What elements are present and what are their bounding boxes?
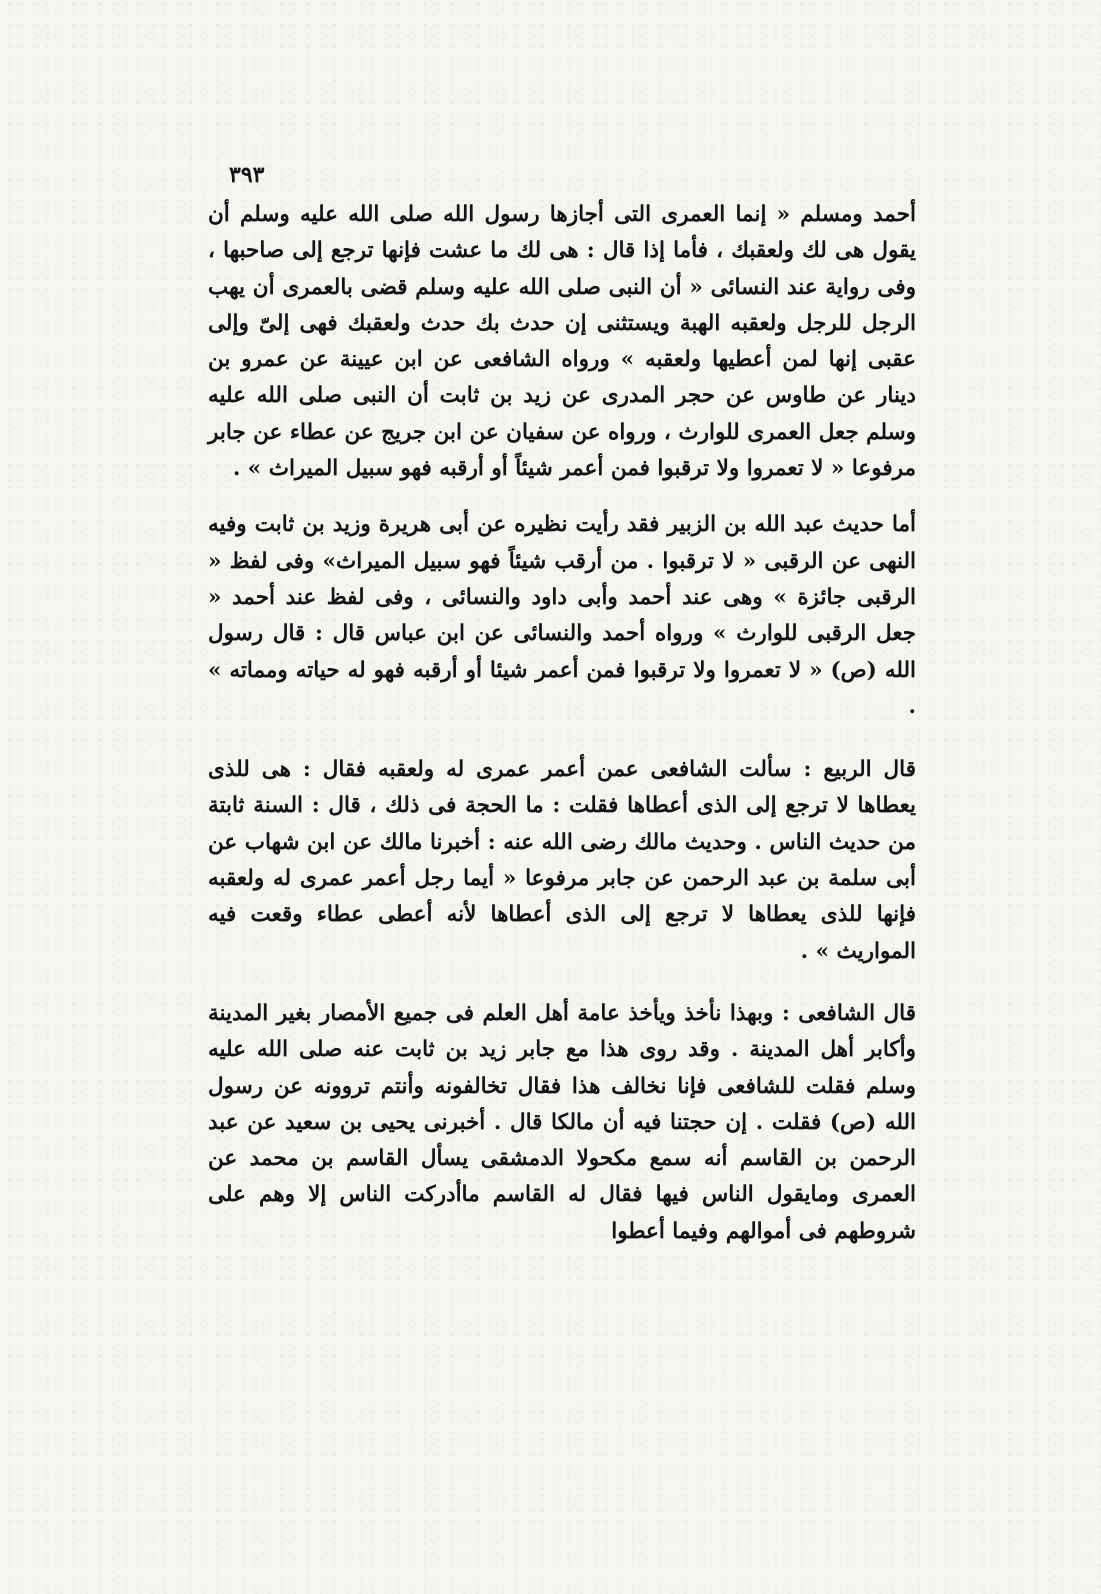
paragraph-2: أما حديث عبد الله بن الزبير فقد رأيت نظيره عن أبى هريرة وزيد بن ثابت وفيه النهى عن الرقبى « لا ترقبوا . من أرقب شيئاً فهو سبيل الميراث» وفى لفظ « الرقبى جائزة » وهى عند أحمد وأبى داود والنسائى ، وفى لفظ عند أحمد « جعل الرقبى للوارث » ورواه أحمد والنسائى عن ابن عباس قال : قال رسول الله (ص) « لا تعمروا ولا ترقبوا فمن أعمر شيئا أو أرقبه فهو له حياته ومماته » . — [208, 512, 916, 719]
page-number: ٣٩٣ — [229, 162, 265, 188]
paragraph-3: قال الربيع : سألت الشافعى عمن أعمر عمرى له ولعقبه فقال : هى للذى يعطاها لا ترجع إلى الذى أعطاها فقلت : ما الحجة فى ذلك ، قال : السنة ثابتة من حديث الناس . وحديث مالك رضى الله عنه : أخبرنا مالك عن ابن شهاب عن أبى سلمة بن عبد الرحمن عن جابر مرفوعا « أيما رجل أعمر عمرى له ولعقبه فإنها للذى يعطاها لا ترجع إلى الذى أعطاها لأنه أعطى عطاء وقعت فيه المواريث » . — [208, 757, 916, 964]
paragraph-1: أحمد ومسلم « إنما العمرى التى أجازها رسول الله صلى الله عليه وسلم أن يقول هى لك ولعقبك ، فأما إذا قال : هى لك ما عشت فإنها ترجع إلى صاحبها ، وفى رواية عند النسائى « أن النبى صلى الله عليه وسلم قضى بالعمرى أن يهب الرجل للرجل ولعقبه الهبة ويستثنى إن حدث بك حدث ولعقبك فهى إلىّ وإلى عقبى إنها لمن أعطيها ولعقبه » ورواه الشافعى عن ابن عيينة عن عمرو بن دينار عن طاوس عن حجر المدرى عن زيد بن ثابت أن النبى صلى الله عليه وسلم جعل العمرى للوارث ، ورواه عن سفيان عن ابن جريج عن عطاء عن جابر مرفوعا « لا تعمروا ولا ترقبوا فمن أعمر شيئاً أو أرقبه فهو سبيل الميراث » . — [208, 202, 916, 482]
body-text — [208, 197, 916, 1250]
paragraph-4: قال الشافعى : وبهذا نأخذ ويأخذ عامة أهل العلم فى جميع الأمصار بغير المدينة وأكابر أهل المدينة . وقد روى هذا مع جابر زيد بن ثابت عنه صلى الله عليه وسلم فقلت للشافعى فإنا نخالف هذا فقال تخالفونه وأنتم تروونه عن رسول الله (ص) فقلت . إن حجتنا فيه أن مالكا قال . أخبرنى يحيى بن سعيد عن عبد الرحمن بن القاسم أنه سمع مكحولا الدمشقى يسأل القاسم بن محمد عن العمرى ومايقول الناس فيها فقال له القاسم ماأدركت الناس إلا وهم على شروطهم فى أموالهم وفيما أعطوا — [208, 1000, 916, 1244]
